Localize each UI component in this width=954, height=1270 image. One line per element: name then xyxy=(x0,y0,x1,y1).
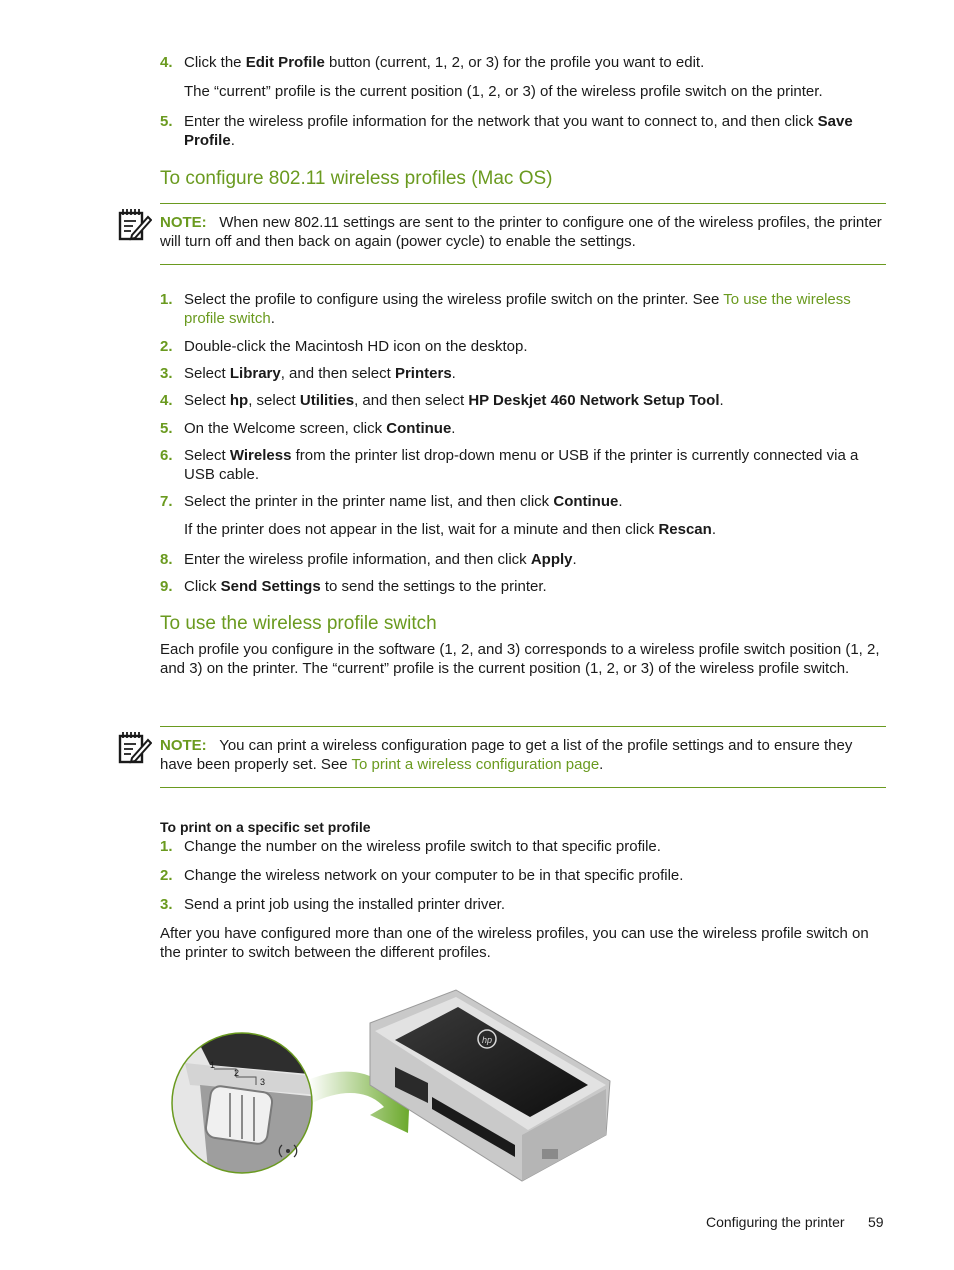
step-text: Select the profile to configure using the wireless profile switch on the printer. See To use the wireless profile switch. xyxy=(184,291,851,327)
closing-paragraph: After you have configured more than one of the wireless profiles, you can use the wireless profile switch on the printer to switch between the different profiles. xyxy=(160,925,869,961)
step-text: Enter the wireless profile information, and then click Apply. xyxy=(184,551,577,568)
step-number: 3. xyxy=(160,896,173,913)
step-number: 7. xyxy=(160,493,173,510)
note-rule-top xyxy=(160,726,886,727)
switch-position-1: 1 xyxy=(210,1060,216,1070)
note-label: NOTE: xyxy=(160,737,207,754)
printer-image xyxy=(370,990,610,1181)
step-number: 8. xyxy=(160,551,173,568)
step-number: 2. xyxy=(160,338,173,355)
step-number: 4. xyxy=(160,54,173,71)
section-heading: To use the wireless profile switch xyxy=(160,613,437,634)
printer-figure xyxy=(170,985,620,1190)
step-text: On the Welcome screen, click Continue. xyxy=(184,420,456,437)
note-rule-bottom xyxy=(160,787,886,788)
step-number: 1. xyxy=(160,291,173,308)
step-text: Send a print job using the installed printer driver. xyxy=(184,896,506,913)
step-subtext: The “current” profile is the current position (1, 2, or 3) of the wireless profile switch on the printer. xyxy=(184,83,823,100)
step-number: 3. xyxy=(160,365,173,382)
section-heading: To configure 802.11 wireless profiles (Mac OS) xyxy=(160,168,553,189)
step-number: 1. xyxy=(160,838,173,855)
note-rule-bottom xyxy=(160,264,886,265)
step-text: Change the wireless network on your computer to be in that specific profile. xyxy=(184,867,684,884)
note-text: NOTE: You can print a wireless configuration page to get a list of the profile settings and to ensure they have been properly set. See To print a wireless configuration page. xyxy=(160,737,853,773)
body-paragraph: Each profile you configure in the software (1, 2, and 3) corresponds to a wireless profile switch position (1, 2, and 3) on the printer. The “current” profile is the current position (1, 2, or 3) of the wireless profile switch. xyxy=(160,641,880,677)
switch-closeup xyxy=(170,1025,320,1190)
note-text: NOTE: When new 802.11 settings are sent to the printer to configure one of the wireless profiles, the printer will turn off and then back on again (power cycle) to enable the settings. xyxy=(160,214,882,250)
step-number: 6. xyxy=(160,447,173,464)
step-text: Select Wireless from the printer list drop-down menu or USB if the printer is currently connected via a USB cable. xyxy=(184,447,859,483)
note-label: NOTE: xyxy=(160,214,207,231)
switch-position-2: 2 xyxy=(234,1068,240,1078)
link-wireless-profile-switch[interactable]: To use the wireless profile switch xyxy=(184,291,851,327)
step-number: 2. xyxy=(160,867,173,884)
note-icon xyxy=(118,730,152,764)
footer-section-title: Configuring the printer xyxy=(706,1214,845,1230)
step-number: 5. xyxy=(160,420,173,437)
sub-heading: To print on a specific set profile xyxy=(160,819,371,835)
step-subtext: If the printer does not appear in the list, wait for a minute and then click Rescan. xyxy=(184,521,716,538)
step-text: Select Library, and then select Printers. xyxy=(184,365,456,382)
link-print-config-page[interactable]: To print a wireless configuration page xyxy=(351,756,600,773)
step-text: Select hp, select Utilities, and then select HP Deskjet 460 Network Setup Tool. xyxy=(184,392,724,409)
wireless-profile-switch xyxy=(205,1085,274,1145)
step-number: 9. xyxy=(160,578,173,595)
note-rule-top xyxy=(160,203,886,204)
step-text: Click the Edit Profile button (current, 1, 2, or 3) for the profile you want to edit. xyxy=(184,54,705,71)
step-text: Enter the wireless profile information for the network that you want to connect to, and then click Save Profile. xyxy=(184,113,853,149)
step-text: Select the printer in the printer name list, and then click Continue. xyxy=(184,493,623,510)
hp-logo-text: hp xyxy=(482,1035,493,1045)
note-icon xyxy=(118,207,152,241)
step-text: Click Send Settings to send the settings to the printer. xyxy=(184,578,547,595)
page-number: 59 xyxy=(868,1214,884,1230)
switch-position-3: 3 xyxy=(260,1077,266,1087)
step-number: 5. xyxy=(160,113,173,130)
step-text: Double-click the Macintosh HD icon on the desktop. xyxy=(184,338,528,355)
step-number: 4. xyxy=(160,392,173,409)
step-text: Change the number on the wireless profile switch to that specific profile. xyxy=(184,838,661,855)
